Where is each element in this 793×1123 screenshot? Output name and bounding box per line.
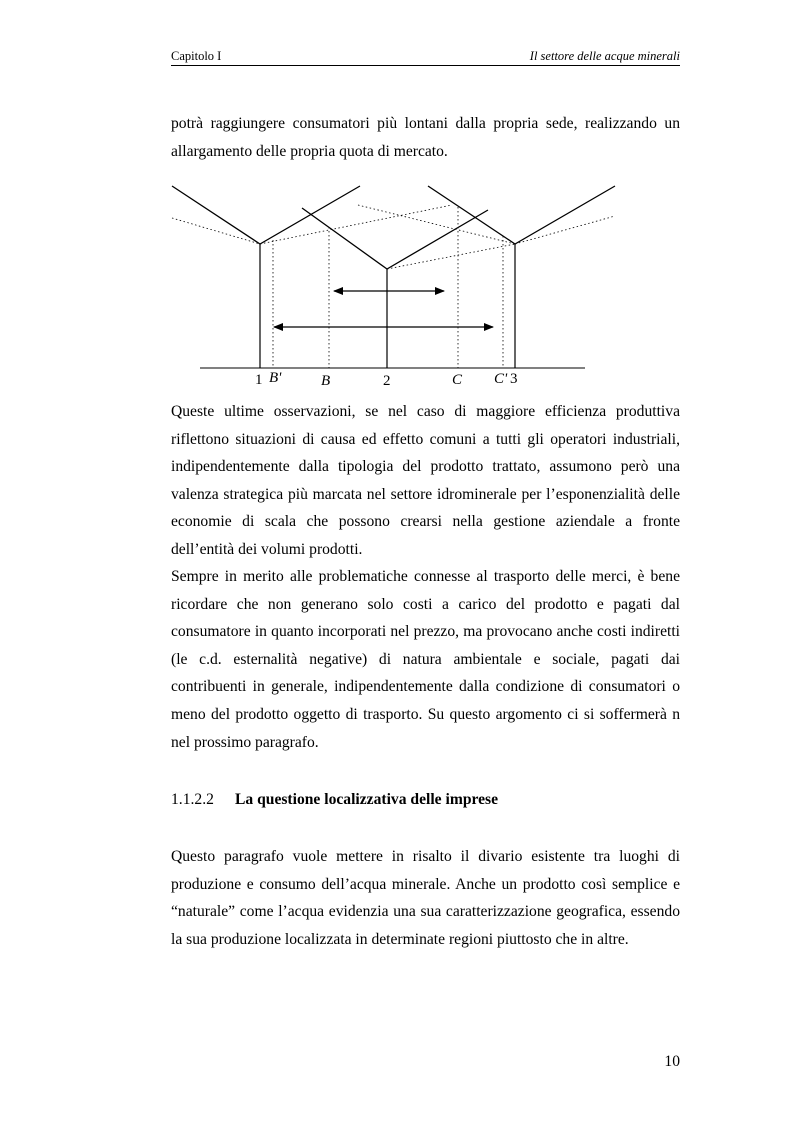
paragraph-location: Questo paragrafo vuole mettere in risalto il divario esistente tra luoghi di produzione e consumo dell’acqua minerale. Anche un prodotto così semplice e “naturale” come l’acqua evidenzia una sua caratterizzazione geografica, essendo la sua produzione localizzata in determinate regioni piuttosto che in altre. xyxy=(171,848,680,948)
paragraph-transport: Sempre in merito alle problematiche connesse al trasporto delle merci, è bene ricordare che non generano solo costi a carico del prodotto e pagati dal consumatore in quanto incorporati nel prezzo, ma provocano anche costi indiretti (le c.d. esternalità negative) di natura ambientale e sociale, pagati dai contribuenti in generale, indipendentemente dalla condizione di consumatori o meno del prodotto oggetto di trasporto. Su questo argomento ci si soffermerà n nel prossimo paragrafo. xyxy=(171,568,680,751)
section-heading xyxy=(171,786,680,814)
label-3: 3 xyxy=(510,371,518,387)
dotted-line-1b xyxy=(260,205,452,244)
label-b-prime: B' xyxy=(269,370,282,386)
section-number: 1.1.2.2 xyxy=(171,791,214,808)
section-title: La questione localizzativa delle imprese xyxy=(235,791,499,808)
dotted-line-1a xyxy=(172,218,260,244)
chapter-title: Il settore delle acque minerali xyxy=(529,49,680,63)
label-c-prime: C' xyxy=(494,371,508,387)
cost-curve-1 xyxy=(172,186,360,244)
cost-curve-2 xyxy=(302,208,488,269)
paragraph-intro: potrà raggiungere consumatori più lontani dalla propria sede, realizzando un allargamento delle propria quota di mercato. xyxy=(171,115,680,160)
dotted-line-2b xyxy=(387,244,515,269)
market-area-diagram xyxy=(0,0,793,400)
page-number: 10 xyxy=(664,1053,680,1070)
label-c: C xyxy=(452,372,463,388)
cost-curve-3 xyxy=(428,186,615,244)
label-b: B xyxy=(321,373,331,389)
chapter-label: Capitolo I xyxy=(171,49,222,63)
label-1: 1 xyxy=(255,372,263,388)
dotted-line-3a xyxy=(515,216,615,244)
paragraph-observations: Queste ultime osservazioni, se nel caso di maggiore efficienza produttiva riflettono situazioni di causa ed effetto comuni a tutti gli operatori industriali, indipendentemente dalla tipologia del prodotto trattato, assumono però una valenza strategica più marcata nel settore idrominerale per l’esponenzialità delle economie di scala che possono crearsi nella gestione aziendale a fronte dell’entità dei volumi prodotti. xyxy=(171,403,680,558)
dotted-line-2a xyxy=(358,205,515,244)
label-2: 2 xyxy=(383,373,391,389)
